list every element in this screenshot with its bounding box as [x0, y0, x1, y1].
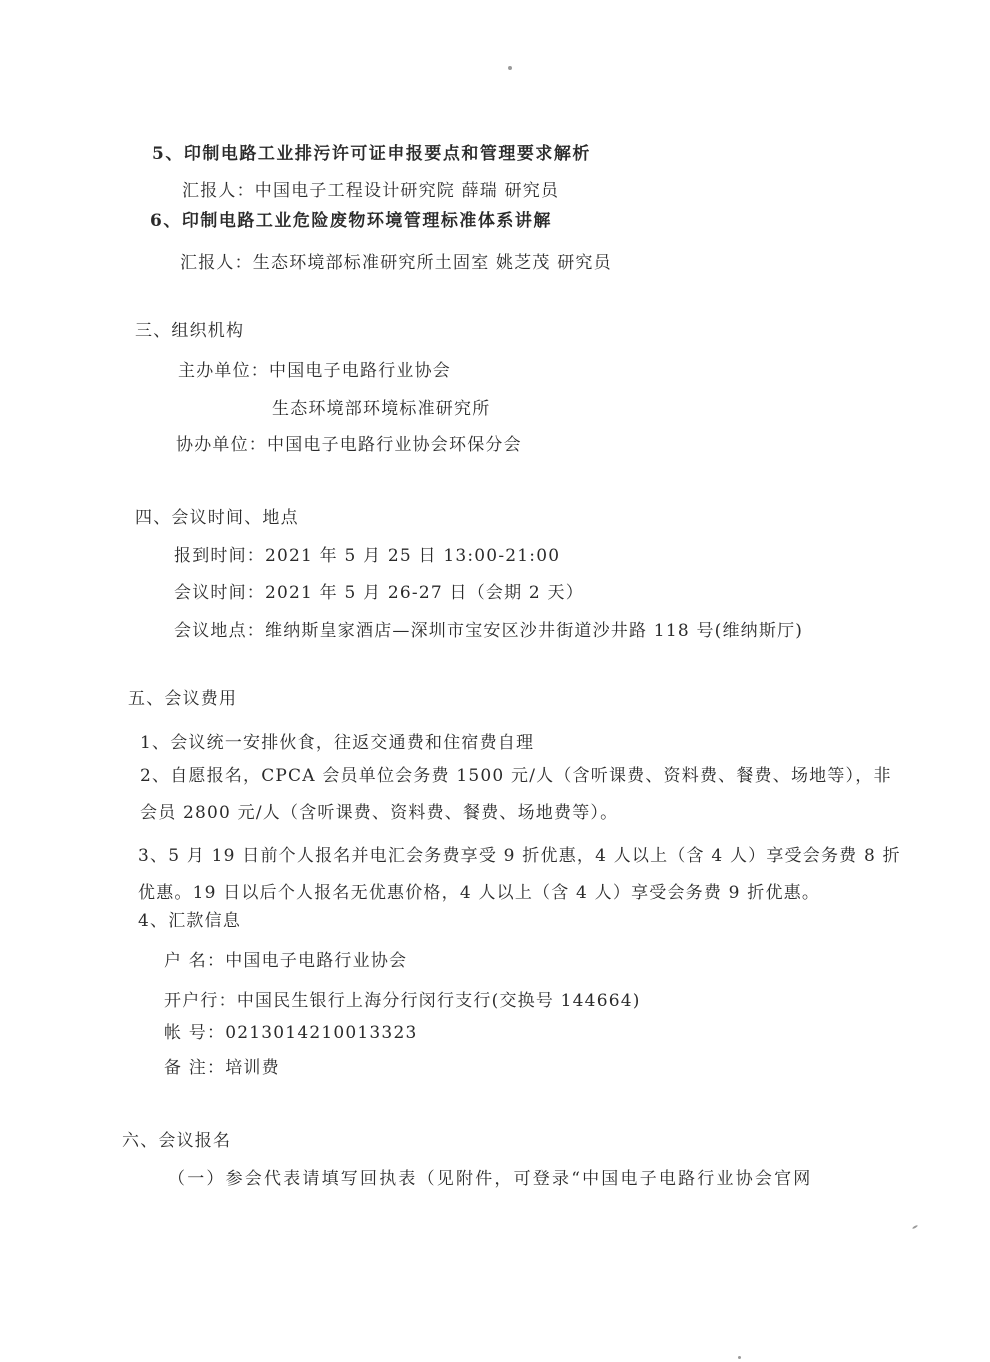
topic-5-reporter: 汇报人：中国电子工程设计研究院 薛瑞 研究员 [182, 181, 560, 201]
topic-6-title: 6、印制电路工业危险废物环境管理标准体系讲解 [150, 211, 552, 231]
host-label: 主办单位： [178, 361, 269, 381]
remit-account-number-row [164, 1022, 417, 1044]
remit-note-row [164, 1057, 280, 1079]
section-schedule-heading: 四、会议时间、地点 [135, 508, 299, 528]
checkin-time: 报到时间：2021 年 5 月 25 日 13:00-21:00 [174, 546, 561, 566]
fee-item-2-line-2: 会员 2800 元/人（含听课费、资料费、餐费、场地费等）。 [140, 803, 619, 823]
host-value-1: 中国电子电路行业协会 [269, 361, 451, 381]
remit-value: 培训费 [225, 1058, 280, 1078]
remit-label: 户 名： [164, 951, 226, 971]
scan-speck [508, 66, 512, 70]
section-registration-heading: 六、会议报名 [122, 1131, 232, 1151]
fee-item-3-line-1: 3、5 月 19 日前个人报名并电汇会务费享受 9 折优惠，4 人以上（含 4 人）享受会务费 8 折 [138, 846, 901, 866]
remit-bank-row [164, 990, 641, 1012]
section-org-heading: 三、组织机构 [135, 321, 245, 341]
fee-item-2-line-1: 2、自愿报名，CPCA 会员单位会务费 1500 元/人（含听课费、资料费、餐费、场地等），非 [140, 766, 892, 786]
co-host-row [176, 434, 522, 456]
section-fees-heading: 五、会议费用 [128, 689, 238, 709]
remit-label: 备 注： [164, 1058, 226, 1078]
host-row [178, 360, 451, 382]
remit-label: 帐 号： [164, 1023, 226, 1043]
fee-item-3-line-2: 优惠。19 日以后个人报名无优惠价格，4 人以上（含 4 人）享受会务费 9 折优惠。 [138, 883, 821, 903]
remit-value: 0213014210013323 [225, 1023, 418, 1043]
scan-speck [738, 1356, 741, 1359]
host-value-2: 生态环境部环境标准研究所 [272, 399, 491, 419]
scan-speck [912, 1225, 918, 1230]
registration-paragraph-1: （一）参会代表请填写回执表（见附件，可登录“中国电子电路行业协会官网 [168, 1169, 813, 1189]
topic-6-reporter: 汇报人：生态环境部标准研究所土固室 姚芝茂 研究员 [180, 253, 612, 273]
fee-item-4: 4、汇款信息 [138, 911, 242, 931]
meeting-venue: 会议地点：维纳斯皇家酒店—深圳市宝安区沙井街道沙井路 118 号(维纳斯厅) [174, 621, 804, 641]
co-host-label: 协办单位： [176, 435, 267, 455]
remit-value: 中国民生银行上海分行闵行支行(交换号 144664) [236, 991, 641, 1011]
remit-value: 中国电子电路行业协会 [225, 951, 408, 971]
co-host-value: 中国电子电路行业协会环保分会 [267, 435, 522, 455]
topic-5-title: 5、印制电路工业排污许可证申报要点和管理要求解析 [152, 144, 591, 164]
remit-account-name-row [164, 950, 407, 972]
meeting-time: 会议时间：2021 年 5 月 26-27 日（会期 2 天） [174, 583, 584, 603]
fee-item-1: 1、会议统一安排伙食，往返交通费和住宿费自理 [140, 733, 535, 753]
remit-label: 开户行： [164, 991, 237, 1011]
